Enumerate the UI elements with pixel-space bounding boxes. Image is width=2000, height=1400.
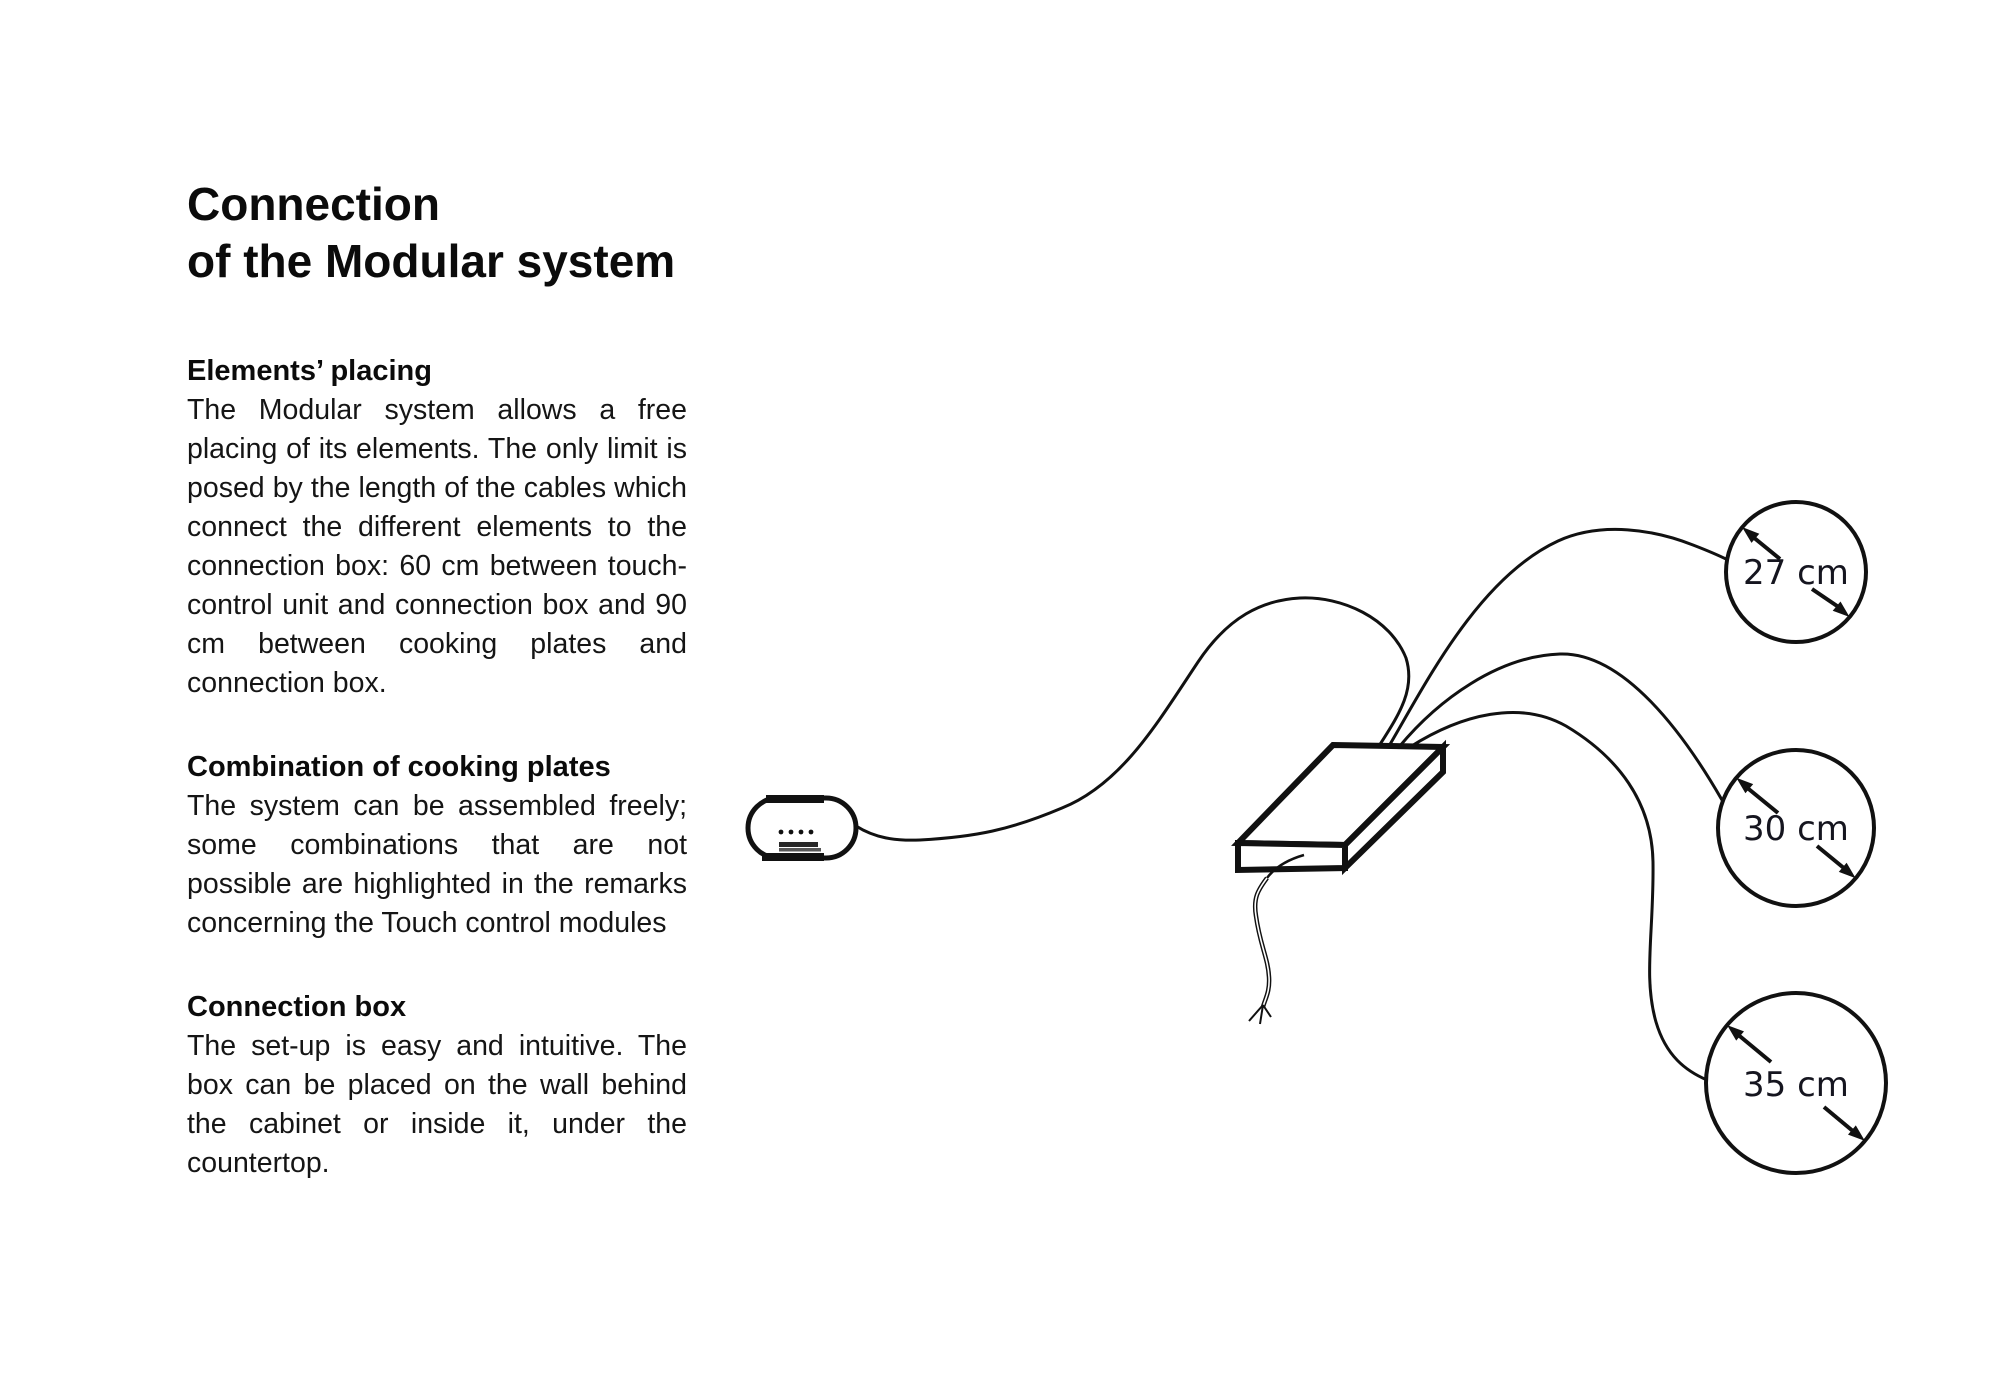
touch-control-logo [779, 848, 821, 852]
section-heading: Connection box [187, 991, 407, 1023]
measurement-circle-35cm [1706, 993, 1886, 1173]
cable-to-27cm-circle [1389, 529, 1728, 746]
touch-control-logo [779, 842, 818, 847]
connection-box-front-face [1238, 843, 1345, 870]
page-title-line2: of the Modular system [187, 235, 676, 287]
touch-control-unit-icon [748, 798, 856, 858]
circle-label-35cm: 35 cm [1743, 1065, 1849, 1105]
circle-label-27cm: 27 cm [1743, 553, 1849, 593]
section-heading: Combination of cooking plates [187, 751, 611, 783]
touch-control-dot [809, 830, 814, 835]
touch-control-dot [789, 830, 794, 835]
connection-box-icon [1238, 745, 1443, 870]
section-body: The Modular system allows a free placing of its elements. The only limit is posed by the length of the cables which connect the different elements to the connection box: 60 cm between touch-control unit and connection box and 90 cm between cooking plates and connection box. [187, 394, 687, 699]
touch-control-dot [779, 830, 784, 835]
measurement-circle-27cm [1726, 502, 1866, 642]
section-body: The system can be assembled freely; some combinations that are not possible are highlighted in the remarks concerning the Touch control modules [187, 790, 687, 939]
power-cable-fray [1249, 1005, 1271, 1024]
measurement-circle-30cm [1718, 750, 1874, 906]
section-heading: Elements’ placing [187, 355, 432, 387]
page-title-line1: Connection [187, 178, 440, 230]
cable-to-35cm-circle [1410, 712, 1707, 1080]
power-cable-icon [1249, 855, 1304, 1024]
section-body: The set-up is easy and intuitive. The box can be placed on the wall behind the cabinet or inside it, under the countertop. [187, 1030, 687, 1179]
touch-control-dot [799, 830, 804, 835]
circle-label-30cm: 30 cm [1743, 809, 1849, 849]
